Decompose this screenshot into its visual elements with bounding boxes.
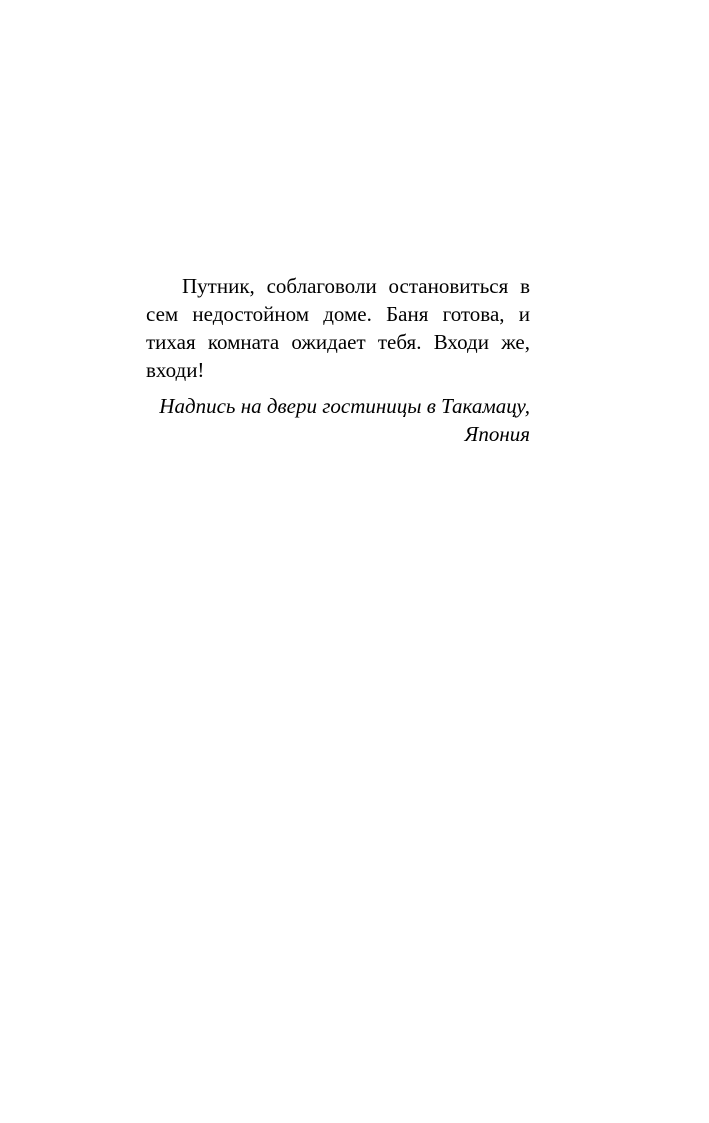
epigraph-quote: Путник, соблаговоли остановиться в сем недостойном доме. Баня готова, и тихая комната ожидает тебя. Входи же, входи!	[146, 274, 530, 382]
attribution-line-2: Япония	[464, 422, 530, 446]
epigraph	[146, 272, 530, 448]
attribution-line-1: Надпись на двери гостиницы в Такамацу,	[159, 394, 530, 418]
epigraph-attribution	[146, 392, 530, 448]
